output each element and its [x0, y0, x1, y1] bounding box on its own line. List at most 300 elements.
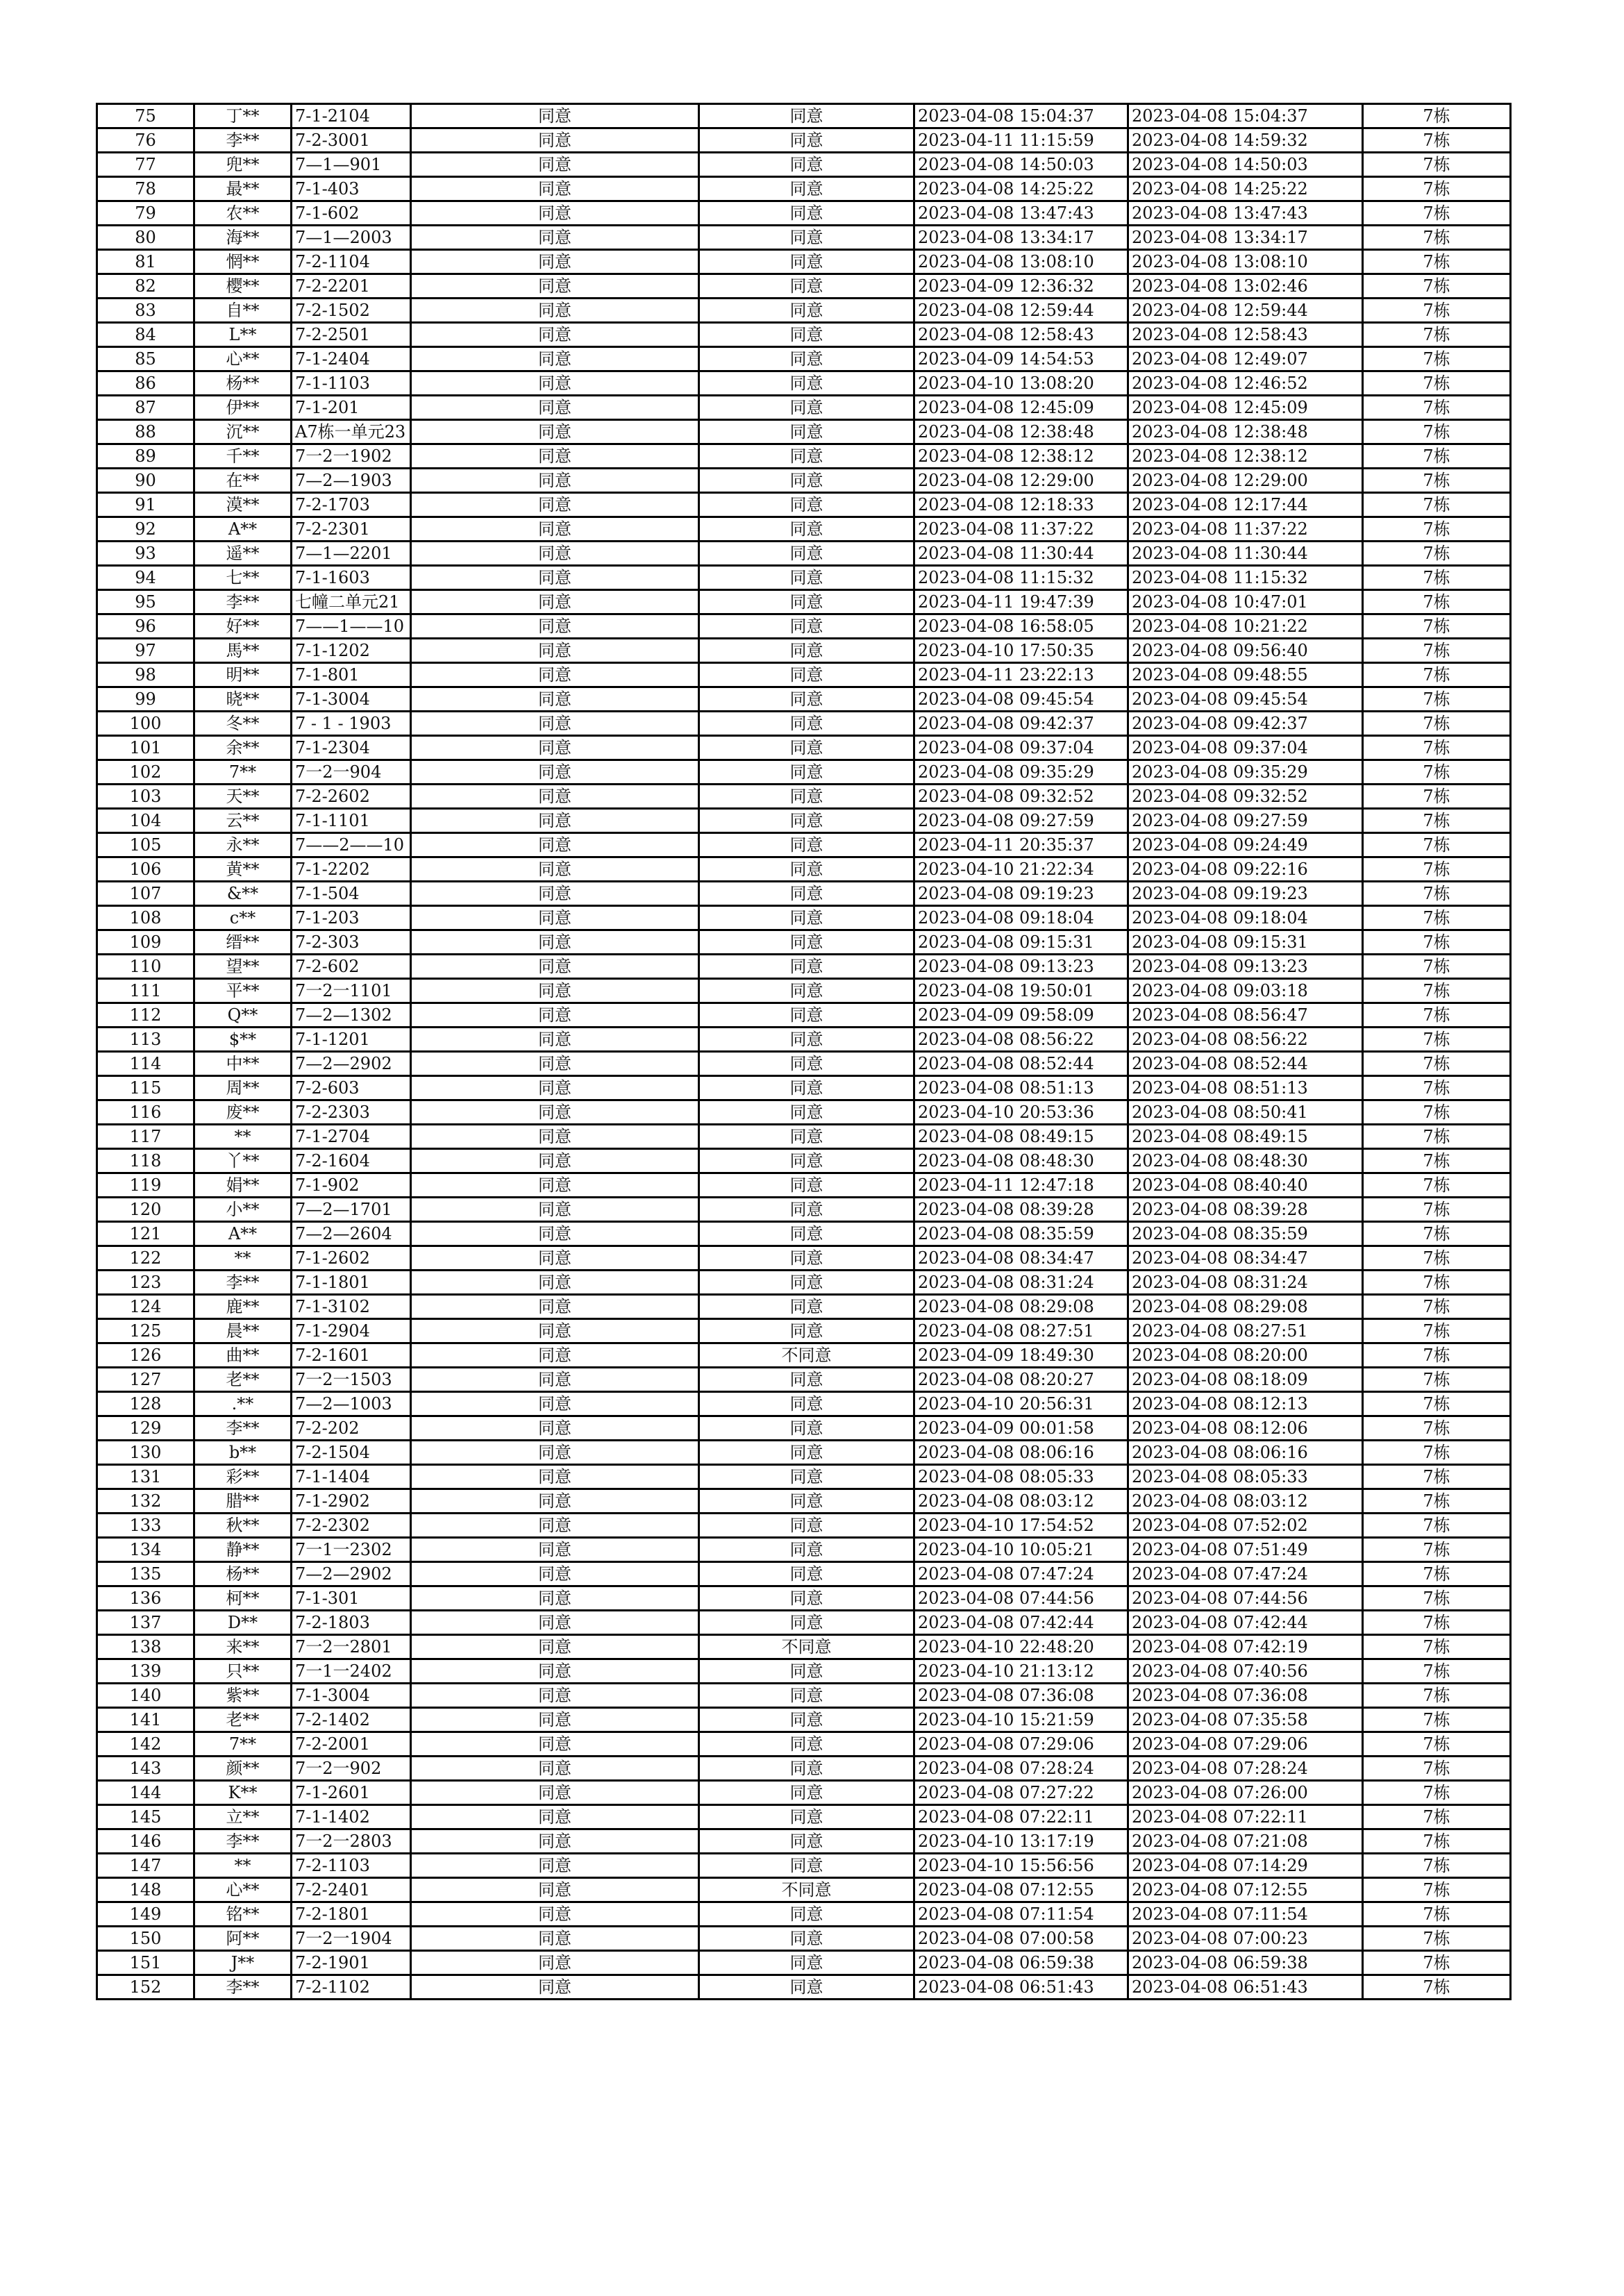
submit-time-cell: 2023-04-10 21:13:12 — [914, 1659, 1128, 1684]
room-number-cell: 7-1-203 — [292, 906, 411, 930]
opinion-2-cell: 同意 — [699, 1125, 914, 1149]
table-row — [97, 1246, 1511, 1271]
owner-name-cell: 在** — [194, 469, 292, 493]
submit-time-cell: 2023-04-10 21:22:34 — [914, 857, 1128, 882]
building-cell: 7栋 — [1363, 882, 1511, 906]
opinion-1-cell: 同意 — [411, 760, 699, 785]
row-number-cell: 84 — [97, 323, 194, 347]
building-cell: 7栋 — [1363, 712, 1511, 736]
table-row — [97, 420, 1511, 444]
table-row — [97, 1659, 1511, 1684]
opinion-2-cell: 同意 — [699, 736, 914, 760]
room-number-cell: 7-1-1402 — [292, 1805, 411, 1829]
table-row — [97, 687, 1511, 712]
room-number-cell: 7-1-1801 — [292, 1271, 411, 1295]
opinion-1-cell: 同意 — [411, 857, 699, 882]
building-cell: 7栋 — [1363, 663, 1511, 687]
room-number-cell: 7-2-2001 — [292, 1732, 411, 1757]
building-cell: 7栋 — [1363, 1295, 1511, 1319]
table-row — [97, 1003, 1511, 1028]
room-number-cell: 7一2一2803 — [292, 1829, 411, 1854]
table-row — [97, 1684, 1511, 1708]
opinion-2-cell: 同意 — [699, 1173, 914, 1198]
first-time-cell: 2023-04-08 12:49:07 — [1128, 347, 1363, 371]
table-row — [97, 128, 1511, 153]
building-cell: 7栋 — [1363, 955, 1511, 979]
building-cell: 7栋 — [1363, 1927, 1511, 1951]
owner-name-cell: 余** — [194, 736, 292, 760]
row-number-cell: 121 — [97, 1222, 194, 1246]
submit-time-cell: 2023-04-08 07:27:22 — [914, 1781, 1128, 1805]
table-row — [97, 979, 1511, 1003]
owner-name-cell: 老** — [194, 1368, 292, 1392]
room-number-cell: 7-1-201 — [292, 396, 411, 420]
building-cell: 7栋 — [1363, 687, 1511, 712]
building-cell: 7栋 — [1363, 1052, 1511, 1076]
building-cell: 7栋 — [1363, 1562, 1511, 1586]
owner-name-cell: 铭** — [194, 1902, 292, 1927]
table-row — [97, 396, 1511, 420]
row-number-cell: 122 — [97, 1246, 194, 1271]
opinion-1-cell: 同意 — [411, 226, 699, 250]
table-row — [97, 1708, 1511, 1732]
submit-time-cell: 2023-04-08 09:19:23 — [914, 882, 1128, 906]
owner-name-cell: 樱** — [194, 274, 292, 299]
first-time-cell: 2023-04-08 09:19:23 — [1128, 882, 1363, 906]
table-row — [97, 1878, 1511, 1902]
room-number-cell: 7-1-2704 — [292, 1125, 411, 1149]
table-row — [97, 1927, 1511, 1951]
row-number-cell: 95 — [97, 590, 194, 614]
table-row — [97, 906, 1511, 930]
room-number-cell: 7-1-1404 — [292, 1465, 411, 1489]
room-number-cell: 7-1-504 — [292, 882, 411, 906]
owner-name-cell: 杨** — [194, 371, 292, 396]
room-number-cell: 7—2—1701 — [292, 1198, 411, 1222]
first-time-cell: 2023-04-08 07:47:24 — [1128, 1562, 1363, 1586]
table-row — [97, 1319, 1511, 1343]
row-number-cell: 94 — [97, 566, 194, 590]
submit-time-cell: 2023-04-08 06:51:43 — [914, 1975, 1128, 2000]
owner-name-cell: 曲** — [194, 1343, 292, 1368]
building-cell: 7栋 — [1363, 760, 1511, 785]
first-time-cell: 2023-04-08 09:45:54 — [1128, 687, 1363, 712]
table-row — [97, 1538, 1511, 1562]
room-number-cell: 7-2-1604 — [292, 1149, 411, 1173]
table-row — [97, 1562, 1511, 1586]
building-cell: 7栋 — [1363, 1222, 1511, 1246]
row-number-cell: 77 — [97, 153, 194, 177]
submit-time-cell: 2023-04-08 13:08:10 — [914, 250, 1128, 274]
submit-time-cell: 2023-04-11 11:15:59 — [914, 128, 1128, 153]
opinion-2-cell: 同意 — [699, 323, 914, 347]
submit-time-cell: 2023-04-08 08:39:28 — [914, 1198, 1128, 1222]
room-number-cell: 7一2一2801 — [292, 1635, 411, 1659]
opinion-1-cell: 同意 — [411, 663, 699, 687]
table-row — [97, 1781, 1511, 1805]
opinion-2-cell: 同意 — [699, 250, 914, 274]
owner-name-cell: ** — [194, 1125, 292, 1149]
building-cell: 7栋 — [1363, 420, 1511, 444]
room-number-cell: 7-2-1402 — [292, 1708, 411, 1732]
first-time-cell: 2023-04-08 07:28:24 — [1128, 1757, 1363, 1781]
row-number-cell: 133 — [97, 1514, 194, 1538]
owner-name-cell: 只** — [194, 1659, 292, 1684]
opinion-1-cell: 同意 — [411, 1854, 699, 1878]
opinion-1-cell: 同意 — [411, 1125, 699, 1149]
first-time-cell: 2023-04-08 15:04:37 — [1128, 104, 1363, 128]
first-time-cell: 2023-04-08 08:39:28 — [1128, 1198, 1363, 1222]
opinion-2-cell: 同意 — [699, 1684, 914, 1708]
first-time-cell: 2023-04-08 14:25:22 — [1128, 177, 1363, 201]
building-cell: 7栋 — [1363, 1100, 1511, 1125]
first-time-cell: 2023-04-08 08:06:16 — [1128, 1441, 1363, 1465]
building-cell: 7栋 — [1363, 1854, 1511, 1878]
room-number-cell: 7-2-1103 — [292, 1854, 411, 1878]
room-number-cell: 7-1-1101 — [292, 809, 411, 833]
table-row — [97, 1052, 1511, 1076]
submit-time-cell: 2023-04-08 12:58:43 — [914, 323, 1128, 347]
submit-time-cell: 2023-04-08 15:04:37 — [914, 104, 1128, 128]
first-time-cell: 2023-04-08 12:38:12 — [1128, 444, 1363, 469]
building-cell: 7栋 — [1363, 1878, 1511, 1902]
opinion-1-cell: 同意 — [411, 955, 699, 979]
submit-time-cell: 2023-04-08 06:59:38 — [914, 1951, 1128, 1975]
submit-time-cell: 2023-04-08 11:37:22 — [914, 517, 1128, 542]
opinion-2-cell: 同意 — [699, 639, 914, 663]
submit-time-cell: 2023-04-08 08:03:12 — [914, 1489, 1128, 1514]
row-number-cell: 88 — [97, 420, 194, 444]
table-row — [97, 1125, 1511, 1149]
table-row — [97, 955, 1511, 979]
building-cell: 7栋 — [1363, 1538, 1511, 1562]
building-cell: 7栋 — [1363, 1319, 1511, 1343]
first-time-cell: 2023-04-08 07:11:54 — [1128, 1902, 1363, 1927]
first-time-cell: 2023-04-08 09:15:31 — [1128, 930, 1363, 955]
opinion-2-cell: 同意 — [699, 1659, 914, 1684]
table-row — [97, 299, 1511, 323]
first-time-cell: 2023-04-08 08:27:51 — [1128, 1319, 1363, 1343]
building-cell: 7栋 — [1363, 1684, 1511, 1708]
opinion-2-cell: 同意 — [699, 542, 914, 566]
opinion-1-cell: 同意 — [411, 1028, 699, 1052]
opinion-1-cell: 同意 — [411, 1902, 699, 1927]
building-cell: 7栋 — [1363, 1489, 1511, 1514]
first-time-cell: 2023-04-08 12:45:09 — [1128, 396, 1363, 420]
owner-name-cell: $** — [194, 1028, 292, 1052]
row-number-cell: 146 — [97, 1829, 194, 1854]
building-cell: 7栋 — [1363, 1343, 1511, 1368]
building-cell: 7栋 — [1363, 1149, 1511, 1173]
table-row — [97, 153, 1511, 177]
submit-time-cell: 2023-04-08 07:12:55 — [914, 1878, 1128, 1902]
opinion-1-cell: 同意 — [411, 1489, 699, 1514]
row-number-cell: 148 — [97, 1878, 194, 1902]
opinion-2-cell: 同意 — [699, 469, 914, 493]
opinion-2-cell: 同意 — [699, 371, 914, 396]
owner-name-cell: A** — [194, 1222, 292, 1246]
submit-time-cell: 2023-04-08 07:47:24 — [914, 1562, 1128, 1586]
submit-time-cell: 2023-04-08 08:49:15 — [914, 1125, 1128, 1149]
table-row — [97, 542, 1511, 566]
building-cell: 7栋 — [1363, 1781, 1511, 1805]
submit-time-cell: 2023-04-09 09:58:09 — [914, 1003, 1128, 1028]
building-cell: 7栋 — [1363, 785, 1511, 809]
opinion-2-cell: 同意 — [699, 760, 914, 785]
opinion-2-cell: 同意 — [699, 1586, 914, 1611]
row-number-cell: 134 — [97, 1538, 194, 1562]
row-number-cell: 112 — [97, 1003, 194, 1028]
room-number-cell: 7-1-2602 — [292, 1246, 411, 1271]
opinion-1-cell: 同意 — [411, 785, 699, 809]
room-number-cell: 7—1—2201 — [292, 542, 411, 566]
table-row — [97, 760, 1511, 785]
first-time-cell: 2023-04-08 07:35:58 — [1128, 1708, 1363, 1732]
first-time-cell: 2023-04-08 08:29:08 — [1128, 1295, 1363, 1319]
room-number-cell: 7-2-303 — [292, 930, 411, 955]
room-number-cell: 7-1-2902 — [292, 1489, 411, 1514]
submit-time-cell: 2023-04-11 20:35:37 — [914, 833, 1128, 857]
opinion-2-cell: 同意 — [699, 1927, 914, 1951]
room-number-cell: 7-2-2501 — [292, 323, 411, 347]
first-time-cell: 2023-04-08 07:12:55 — [1128, 1878, 1363, 1902]
table-row — [97, 857, 1511, 882]
row-number-cell: 118 — [97, 1149, 194, 1173]
first-time-cell: 2023-04-08 08:40:40 — [1128, 1173, 1363, 1198]
room-number-cell: 7-2-2302 — [292, 1514, 411, 1538]
opinion-2-cell: 同意 — [699, 1076, 914, 1100]
opinion-1-cell: 同意 — [411, 1514, 699, 1538]
room-number-cell: 七幢二单元21 — [292, 590, 411, 614]
table-row — [97, 177, 1511, 201]
row-number-cell: 128 — [97, 1392, 194, 1416]
opinion-1-cell: 同意 — [411, 566, 699, 590]
building-cell: 7栋 — [1363, 857, 1511, 882]
room-number-cell: 7—2—1003 — [292, 1392, 411, 1416]
row-number-cell: 138 — [97, 1635, 194, 1659]
row-number-cell: 83 — [97, 299, 194, 323]
building-cell: 7栋 — [1363, 1441, 1511, 1465]
submit-time-cell: 2023-04-08 07:00:58 — [914, 1927, 1128, 1951]
opinion-1-cell: 同意 — [411, 177, 699, 201]
owner-name-cell: 遥** — [194, 542, 292, 566]
room-number-cell: 7 - 1 - 1903 — [292, 712, 411, 736]
opinion-1-cell: 同意 — [411, 542, 699, 566]
opinion-1-cell: 同意 — [411, 1222, 699, 1246]
row-number-cell: 107 — [97, 882, 194, 906]
building-cell: 7栋 — [1363, 153, 1511, 177]
row-number-cell: 152 — [97, 1975, 194, 2000]
owner-name-cell: 好** — [194, 614, 292, 639]
owner-name-cell: 李** — [194, 1829, 292, 1854]
submit-time-cell: 2023-04-10 13:17:19 — [914, 1829, 1128, 1854]
opinion-2-cell: 同意 — [699, 1198, 914, 1222]
opinion-2-cell: 同意 — [699, 1368, 914, 1392]
first-time-cell: 2023-04-08 08:05:33 — [1128, 1465, 1363, 1489]
first-time-cell: 2023-04-08 12:46:52 — [1128, 371, 1363, 396]
building-cell: 7栋 — [1363, 1076, 1511, 1100]
submit-time-cell: 2023-04-08 09:18:04 — [914, 906, 1128, 930]
room-number-cell: 7-2-3001 — [292, 128, 411, 153]
table-row — [97, 274, 1511, 299]
room-number-cell: 7-2-2201 — [292, 274, 411, 299]
first-time-cell: 2023-04-08 08:35:59 — [1128, 1222, 1363, 1246]
owner-name-cell: 彩** — [194, 1465, 292, 1489]
submit-time-cell: 2023-04-08 09:15:31 — [914, 930, 1128, 955]
submit-time-cell: 2023-04-10 15:21:59 — [914, 1708, 1128, 1732]
opinion-2-cell: 同意 — [699, 1489, 914, 1514]
owner-name-cell: 明** — [194, 663, 292, 687]
opinion-2-cell: 不同意 — [699, 1635, 914, 1659]
opinion-1-cell: 同意 — [411, 1611, 699, 1635]
table-row — [97, 1441, 1511, 1465]
opinion-1-cell: 同意 — [411, 201, 699, 226]
first-time-cell: 2023-04-08 12:38:48 — [1128, 420, 1363, 444]
submit-time-cell: 2023-04-08 08:29:08 — [914, 1295, 1128, 1319]
submit-time-cell: 2023-04-08 13:34:17 — [914, 226, 1128, 250]
opinion-1-cell: 同意 — [411, 833, 699, 857]
table-row — [97, 1586, 1511, 1611]
row-number-cell: 108 — [97, 906, 194, 930]
owner-name-cell: 晨** — [194, 1319, 292, 1343]
row-number-cell: 103 — [97, 785, 194, 809]
submit-time-cell: 2023-04-10 22:48:20 — [914, 1635, 1128, 1659]
building-cell: 7栋 — [1363, 201, 1511, 226]
owner-name-cell: 丫** — [194, 1149, 292, 1173]
room-number-cell: 7-1-301 — [292, 1586, 411, 1611]
table-row — [97, 1368, 1511, 1392]
opinion-1-cell: 同意 — [411, 1173, 699, 1198]
owner-name-cell: 农** — [194, 201, 292, 226]
room-number-cell: 7-2-1104 — [292, 250, 411, 274]
table-row — [97, 930, 1511, 955]
owner-name-cell: D** — [194, 1611, 292, 1635]
room-number-cell: 7-1-1202 — [292, 639, 411, 663]
row-number-cell: 75 — [97, 104, 194, 128]
row-number-cell: 91 — [97, 493, 194, 517]
building-cell: 7栋 — [1363, 517, 1511, 542]
first-time-cell: 2023-04-08 08:34:47 — [1128, 1246, 1363, 1271]
submit-time-cell: 2023-04-09 18:49:30 — [914, 1343, 1128, 1368]
table-row — [97, 1149, 1511, 1173]
submit-time-cell: 2023-04-08 14:50:03 — [914, 153, 1128, 177]
owner-name-cell: Q** — [194, 1003, 292, 1028]
first-time-cell: 2023-04-08 09:22:16 — [1128, 857, 1363, 882]
room-number-cell: 7-1-902 — [292, 1173, 411, 1198]
opinion-2-cell: 不同意 — [699, 1878, 914, 1902]
table-row — [97, 566, 1511, 590]
opinion-2-cell: 同意 — [699, 1028, 914, 1052]
building-cell: 7栋 — [1363, 444, 1511, 469]
opinion-2-cell: 同意 — [699, 930, 914, 955]
room-number-cell: 7-1-602 — [292, 201, 411, 226]
owner-name-cell: 杨** — [194, 1562, 292, 1586]
first-time-cell: 2023-04-08 12:58:43 — [1128, 323, 1363, 347]
opinion-1-cell: 同意 — [411, 1829, 699, 1854]
first-time-cell: 2023-04-08 06:51:43 — [1128, 1975, 1363, 2000]
first-time-cell: 2023-04-08 07:14:29 — [1128, 1854, 1363, 1878]
room-number-cell: 7一2一1503 — [292, 1368, 411, 1392]
owner-name-cell: 李** — [194, 1975, 292, 2000]
building-cell: 7栋 — [1363, 1757, 1511, 1781]
building-cell: 7栋 — [1363, 1173, 1511, 1198]
row-number-cell: 145 — [97, 1805, 194, 1829]
opinion-1-cell: 同意 — [411, 323, 699, 347]
first-time-cell: 2023-04-08 08:49:15 — [1128, 1125, 1363, 1149]
submit-time-cell: 2023-04-08 07:44:56 — [914, 1586, 1128, 1611]
submit-time-cell: 2023-04-08 12:38:48 — [914, 420, 1128, 444]
table-row — [97, 809, 1511, 833]
row-number-cell: 78 — [97, 177, 194, 201]
table-row — [97, 226, 1511, 250]
building-cell: 7栋 — [1363, 809, 1511, 833]
first-time-cell: 2023-04-08 09:03:18 — [1128, 979, 1363, 1003]
submit-time-cell: 2023-04-08 08:51:13 — [914, 1076, 1128, 1100]
owner-name-cell: 7** — [194, 760, 292, 785]
submit-time-cell: 2023-04-08 09:27:59 — [914, 809, 1128, 833]
room-number-cell: 7一1一2402 — [292, 1659, 411, 1684]
owner-name-cell: &** — [194, 882, 292, 906]
submit-time-cell: 2023-04-08 07:42:44 — [914, 1611, 1128, 1635]
opinion-1-cell: 同意 — [411, 906, 699, 930]
table-row — [97, 1805, 1511, 1829]
table-row — [97, 1271, 1511, 1295]
building-cell: 7栋 — [1363, 1659, 1511, 1684]
submit-time-cell: 2023-04-08 08:35:59 — [914, 1222, 1128, 1246]
owner-name-cell: 阿** — [194, 1927, 292, 1951]
room-number-cell: 7-2-2301 — [292, 517, 411, 542]
submit-time-cell: 2023-04-08 08:06:16 — [914, 1441, 1128, 1465]
owner-name-cell: 李** — [194, 1416, 292, 1441]
building-cell: 7栋 — [1363, 1611, 1511, 1635]
opinion-1-cell: 同意 — [411, 1538, 699, 1562]
owner-name-cell: 心** — [194, 347, 292, 371]
submit-time-cell: 2023-04-08 09:32:52 — [914, 785, 1128, 809]
opinion-1-cell: 同意 — [411, 1343, 699, 1368]
opinion-2-cell: 同意 — [699, 1732, 914, 1757]
room-number-cell: 7-1-2304 — [292, 736, 411, 760]
opinion-1-cell: 同意 — [411, 444, 699, 469]
building-cell: 7栋 — [1363, 1125, 1511, 1149]
opinion-2-cell: 同意 — [699, 906, 914, 930]
opinion-1-cell: 同意 — [411, 687, 699, 712]
owner-name-cell: 漠** — [194, 493, 292, 517]
room-number-cell: 7-1-1103 — [292, 371, 411, 396]
opinion-2-cell: 同意 — [699, 979, 914, 1003]
row-number-cell: 97 — [97, 639, 194, 663]
table-row — [97, 250, 1511, 274]
building-cell: 7栋 — [1363, 250, 1511, 274]
table-row — [97, 1222, 1511, 1246]
room-number-cell: 7-2-1601 — [292, 1343, 411, 1368]
row-number-cell: 89 — [97, 444, 194, 469]
row-number-cell: 126 — [97, 1343, 194, 1368]
opinion-2-cell: 同意 — [699, 1975, 914, 2000]
building-cell: 7栋 — [1363, 1392, 1511, 1416]
first-time-cell: 2023-04-08 07:26:00 — [1128, 1781, 1363, 1805]
opinion-2-cell: 同意 — [699, 201, 914, 226]
row-number-cell: 86 — [97, 371, 194, 396]
submit-time-cell: 2023-04-08 14:25:22 — [914, 177, 1128, 201]
submit-time-cell: 2023-04-08 16:58:05 — [914, 614, 1128, 639]
room-number-cell: 7一2一1101 — [292, 979, 411, 1003]
row-number-cell: 111 — [97, 979, 194, 1003]
owner-name-cell: 永** — [194, 833, 292, 857]
table-row — [97, 1635, 1511, 1659]
building-cell: 7栋 — [1363, 1586, 1511, 1611]
opinion-1-cell: 同意 — [411, 250, 699, 274]
owner-name-cell: c** — [194, 906, 292, 930]
